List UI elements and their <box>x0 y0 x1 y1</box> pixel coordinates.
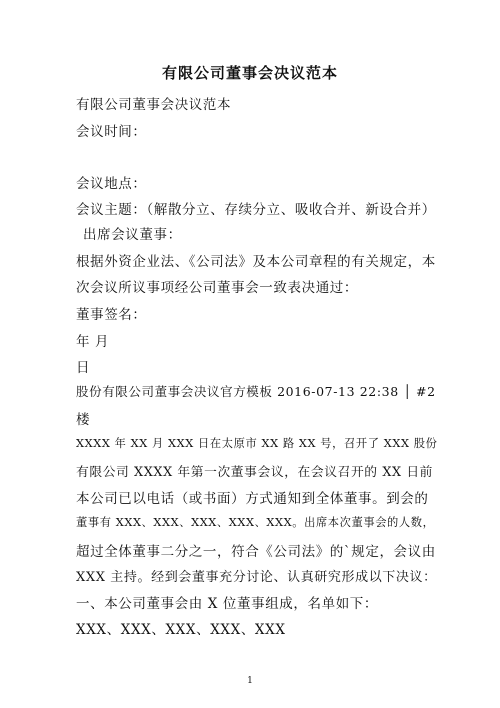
text-line: 根据外资企业法、《公司法》及本公司章程的有关规定，本 <box>76 254 436 270</box>
text-line: XXX 主持。经到会董事充分讨论、认真研究形成以下决议： <box>76 570 437 585</box>
text-line: 有限公司董事会决议范本 <box>76 97 232 113</box>
text-line: 次会议所议事项经公司董事会一致表决通过： <box>76 280 358 296</box>
text-line: 会议时间： <box>76 124 147 140</box>
text-line: 会议地点： <box>76 176 147 192</box>
text-line: 超过全体董事二分之一，符合《公司法》的`规定，会议由 <box>76 544 436 560</box>
text-line: 股份有限公司董事会决议官方模板 2016-07-13 22:38 │ #2 <box>76 384 436 399</box>
text-line: 董事有 XXX、XXX、XXX、XXX、XXX。出席本次董事会的人数， <box>76 516 435 529</box>
text-line: 有限公司 XXXX 年第一次董事会议，在会议召开的 XX 日前 <box>76 465 434 480</box>
text-line: XXX、XXX、XXX、XXX、XXX <box>76 622 286 638</box>
text-line: 董事签名： <box>76 307 147 323</box>
text-line: 年 月 <box>76 334 110 350</box>
text-line: XXXX 年 XX 月 XXX 日在太原市 XX 路 XX 号，召开了 XXX 股份 <box>76 437 438 450</box>
text-line: 日 <box>76 360 91 376</box>
text-line: 会议主题：（解散分立、存续分立、吸收合并、新设合并） <box>76 202 436 218</box>
text-line: 本公司已以电话（或书面）方式通知到全体董事。到会的 <box>76 491 429 507</box>
text-line: 出席会议董事： <box>83 227 182 243</box>
document-title: 有限公司董事会决议范本 <box>161 64 338 82</box>
page-number: 1 <box>247 676 253 686</box>
text-line: 一、本公司董事会由 X 位董事组成，名单如下： <box>76 596 378 612</box>
text-line: 楼 <box>76 412 91 428</box>
